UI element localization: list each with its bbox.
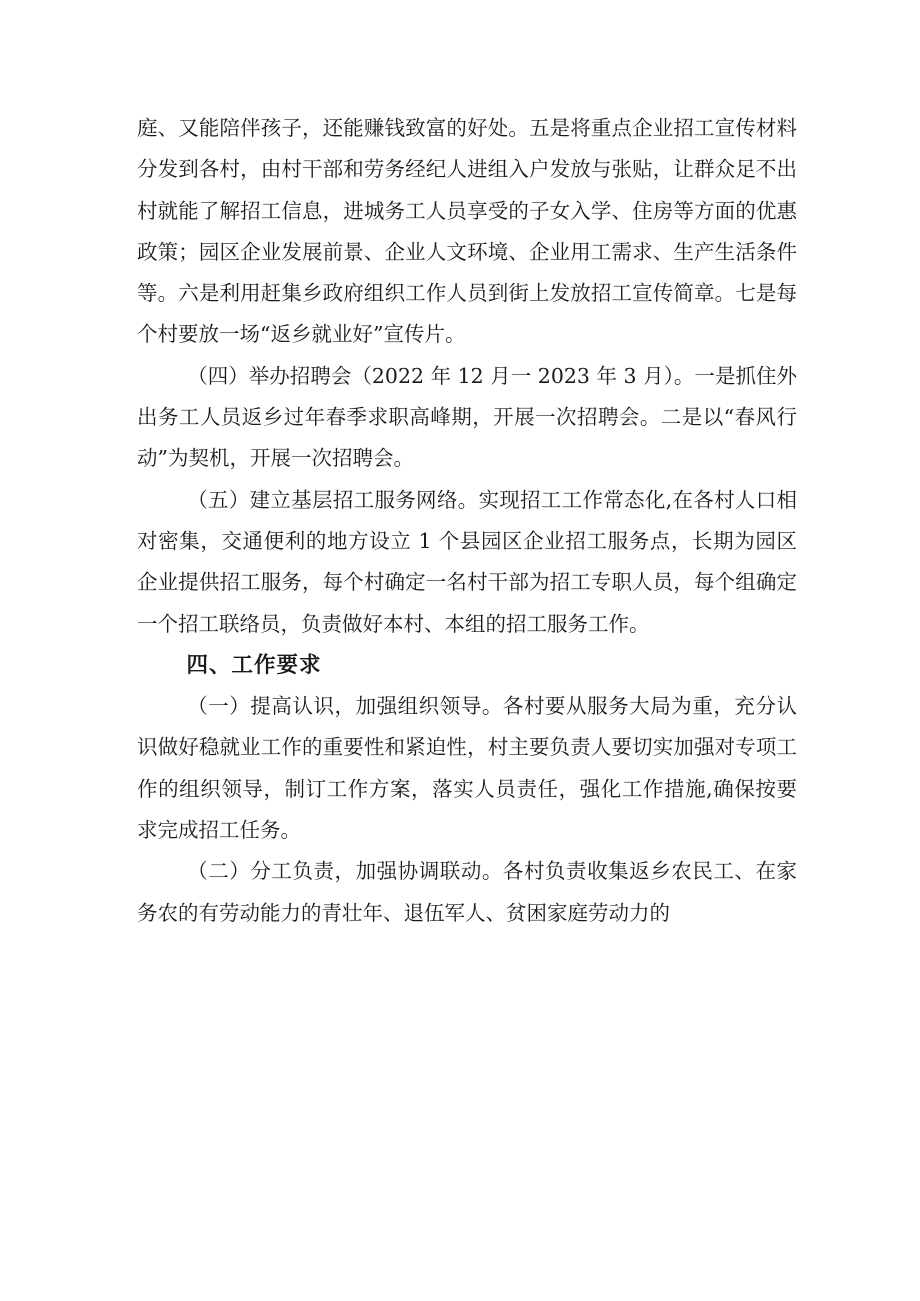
paragraph-requirement-coordination: （二）分工负责，加强协调联动。各村负责收集返乡农民工、在家务农的有劳动能力的青壮年、退伍军人、贫困家庭劳动力的 <box>137 859 797 925</box>
paragraph-service-network: （五）建立基层招工服务网络。实现招工工作常态化,在各村人口相对密集，交通便利的地方设立 1 个县园区企业招工服务点，长期为园区企业提供招工服务，每个村确定一名村干部为招工专职人员，每个组确定一个招工联络员，负责做好本村、本组的招工服务工作。 <box>137 487 797 636</box>
paragraph-requirement-leadership: （一）提高认识，加强组织领导。各村要从服务大局为重，充分认识做好稳就业工作的重要性和紧迫性，村主要负责人要切实加强对专项工作的组织领导，制订工作方案，落实人员责任，强化工作措施,确保按要求完成招工任务。 <box>137 694 797 843</box>
paragraph-job-fair: （四）举办招聘会（2022 年 12 月一 2023 年 3 月）。一是抓住外出务工人员返乡过年春季求职高峰期，开展一次招聘会。二是以“春风行动”为契机，开展一次招聘会。 <box>137 363 797 471</box>
section-heading-work-requirements: 四、工作要求 <box>186 652 322 678</box>
document-body <box>137 108 797 934</box>
paragraph-promotion-continued: 庭、又能陪伴孩子，还能赚钱致富的好处。五是将重点企业招工宣传材料分发到各村，由村干部和劳务经纪人进组入户发放与张贴，让群众足不出村就能了解招工信息，进城务工人员享受的子女入学、住房等方面的优惠政策；园区企业发展前景、企业人文环境、企业用工需求、生产生活条件等。六是利用赶集乡政府组织工作人员到街上发放招工宣传简章。七是每个村要放一场“返乡就业好”宣传片。 <box>137 116 797 347</box>
